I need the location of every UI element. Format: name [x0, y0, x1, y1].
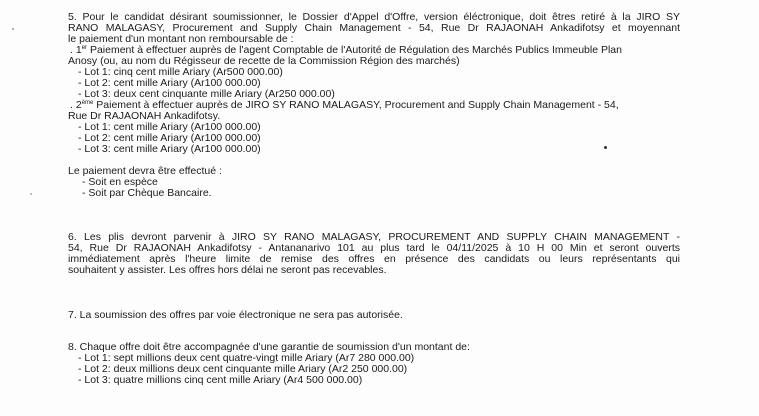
payment-1-ordinal: er [81, 45, 88, 51]
section5-line-3: le paiement d'un montant non remboursable de : [68, 33, 294, 45]
section5-line-2: RANO MALAGASY, Procurement and Supply Chain Management - 54, Rue Dr RAJAONAH Ankadifotsy et moyennant [68, 22, 680, 34]
scan-speck [12, 28, 14, 30]
payment-1-prefix: . 1 [70, 44, 82, 56]
payment-1-lot-3: - Lot 3: deux cent cinquante mille Ariary (Ar250 000.00) [78, 88, 335, 100]
section6-line-3: immédiatement après l'heure limite de remise des offres en présence des candidats ou leurs représentants qui [68, 253, 680, 265]
payment-1-lot-1: - Lot 1: cinq cent mille Ariary (Ar500 000.00) [78, 66, 283, 78]
payment-2-lot-2: - Lot 2: cent mille Ariary (Ar100 000.00) [78, 132, 261, 144]
section6-line-1: 6. Les plis devront parvenir à JIRO SY RANO MALAGASY, PROCUREMENT AND SUPPLY CHAIN MANAGEMENT - [68, 231, 680, 243]
payment-mode-cash: - Soit en espèce [82, 176, 158, 188]
section8-intro: 8. Chaque offre doit être accompagnée d'une garantie de soumission d'un montant de: [68, 341, 470, 353]
payment-1-text: Paiement à effectuer auprès de l'agent Comptable de l'Autorité de Régulation des Marchés Publics Immeuble Plan [87, 44, 622, 56]
section5-line-1: 5. Pour le candidat désirant soumissionner, le Dossier d'Appel d'Offre, version éléctronique, doit êtres retiré à la JIRO SY [68, 11, 680, 23]
guarantee-lot-2: - Lot 2: deux millions deux cent cinquante mille Ariary (Ar2 250 000.00) [78, 363, 408, 375]
payment-2-lot-1: - Lot 1: cent mille Ariary (Ar100 000.00) [78, 121, 261, 133]
guarantee-lot-1: - Lot 1: sept millions deux cent quatre-vingt mille Ariary (Ar7 280 000.00) [78, 352, 415, 364]
payment-2-lot-3: - Lot 3: cent mille Ariary (Ar100 000.00) [78, 143, 261, 155]
section6-line-2: 54, Rue Dr RAJAONAH Ankadifotsy - Antananarivo 101 au plus tard le 04/11/2025 à 10 H 00 Min et seront ouverts [68, 242, 680, 254]
guarantee-lot-3: - Lot 3: quatre millions cinq cent mille Ariary (Ar4 500 000.00) [78, 374, 363, 386]
payment-2-prefix: . 2 [70, 99, 82, 111]
scan-speck [604, 146, 607, 149]
payment-2-text: Paiement à effectuer auprès de JIRO SY RANO MALAGASY, Procurement and Supply Chain Management - 54, [93, 99, 619, 111]
payment-2-ordinal: ème [81, 100, 94, 106]
payment-mode-cheque: - Soit par Chèque Bancaire. [82, 187, 212, 199]
payment-1-lot-2: - Lot 2: cent mille Ariary (Ar100 000.00) [78, 77, 261, 89]
section7-text: 7. La soumission des offres par voie électronique ne sera pas autorisée. [68, 309, 403, 321]
scan-speck [30, 193, 32, 195]
payment-1-continuation: Anosy (ou, au nom du Régisseur de recette de la Commission Région des marchés) [68, 55, 460, 67]
payment-intro: Le paiement devra être effectué : [68, 165, 222, 177]
section6-line-4: souhaitent y assister. Les offres hors délai ne seront pas recevables. [68, 264, 387, 276]
payment-2-continuation: Rue Dr RAJAONAH Ankadifotsy. [68, 110, 221, 122]
